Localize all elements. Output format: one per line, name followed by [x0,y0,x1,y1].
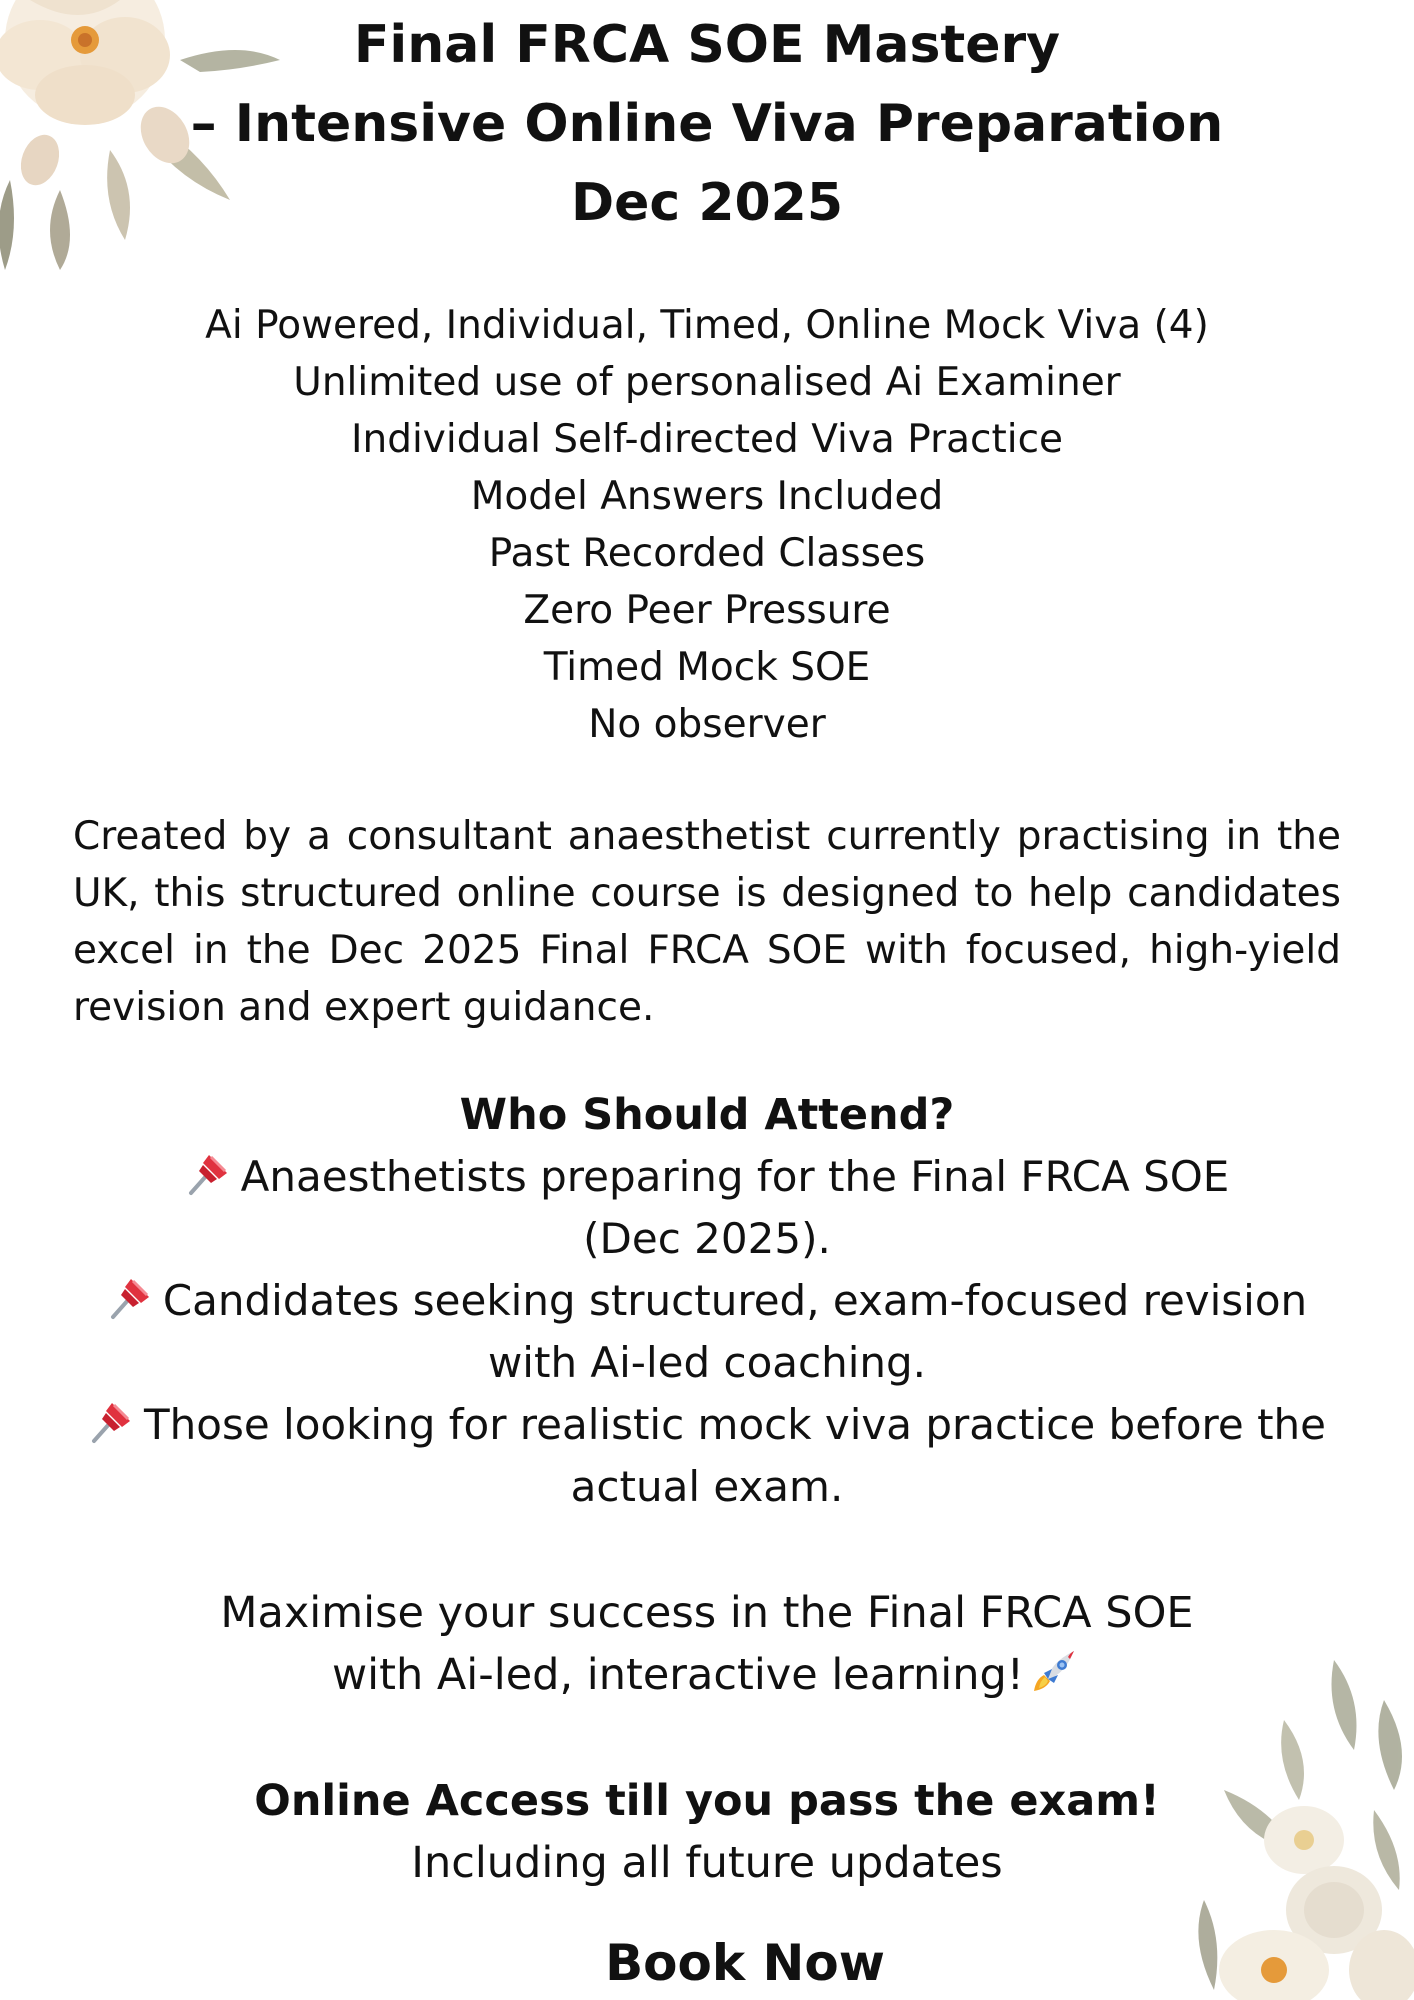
pushpin-icon [88,1397,136,1445]
access-title: Online Access till you pass the exam! [254,1776,1160,1826]
attend-item [60,1146,1354,1270]
attend-item-line-2: (Dec 2025). [583,1214,831,1263]
maximise-line-1: Maximise your success in the Final FRCA SOE [220,1588,1194,1638]
maximise-line-2-wrap [100,1644,1314,1706]
rocket-icon [1030,1645,1082,1697]
title-line-3: Dec 2025 [570,173,844,233]
who-should-attend-section [60,1084,1354,1518]
attend-item-line-1: Candidates seeking structured, exam-focused revision [162,1276,1308,1325]
attend-item-line-1: Those looking for realistic mock viva practice before the [143,1400,1326,1449]
section-heading: Who Should Attend? [459,1090,955,1140]
pushpin-icon [107,1273,155,1321]
page-title [150,6,1264,243]
title-line-1: Final FRCA SOE Mastery [353,15,1061,75]
feature-item: Zero Peer Pressure [523,588,891,633]
feature-item: Past Recorded Classes [488,531,926,576]
attend-item [60,1394,1354,1518]
features-list [100,297,1314,753]
feature-item: No observer [588,702,826,747]
intro-paragraph: Created by a consultant anaesthetist currently practising in the UK, this structured online course is designed to help candidates excel in the Dec 2025 Final FRCA SOE with focused, high-yield revision and expert guidance. [73,814,1341,1030]
access-info [100,1770,1314,1894]
access-subtitle: Including all future updates [411,1838,1003,1888]
feature-item: Model Answers Included [470,474,944,519]
maximise-message [100,1582,1314,1706]
pushpin-icon [185,1149,233,1197]
feature-item: Timed Mock SOE [543,645,871,690]
attend-item-line-1: Anaesthetists preparing for the Final FRCA SOE [240,1152,1230,1201]
attend-item-line-2: with Ai-led coaching. [487,1338,927,1387]
feature-item: Unlimited use of personalised Ai Examiner [293,360,1121,405]
book-now-button[interactable]: Book Now [605,1934,885,1992]
maximise-line-2: with Ai-led, interactive learning! [331,1650,1025,1700]
attend-item-line-2: actual exam. [570,1462,844,1511]
feature-item: Ai Powered, Individual, Timed, Online Mock Viva (4) [205,303,1209,348]
title-line-2: – Intensive Online Viva Preparation [190,94,1224,154]
attend-item [60,1270,1354,1394]
feature-item: Individual Self-directed Viva Practice [350,417,1064,462]
